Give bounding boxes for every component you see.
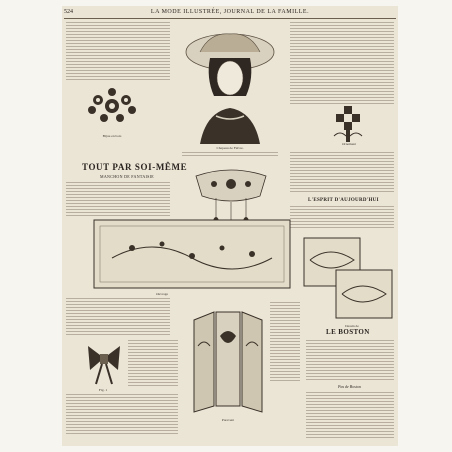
boston-heading: LE BOSTON (326, 328, 370, 336)
embroidery-illustration (92, 218, 292, 290)
cushion-caption: Dessin de (345, 324, 359, 328)
boston-text (306, 340, 394, 380)
section-heading-main: TOUT PAR SOI-MÊME (82, 162, 188, 172)
page-number: 524 (64, 9, 73, 15)
section-subheading-main: MANCHON DE FANTAISIE (100, 174, 155, 179)
jewel-illustration (82, 84, 142, 132)
ornament-illustration (330, 106, 366, 142)
portrait-illustration (180, 26, 280, 144)
embroidery-caption: Ouvrage (155, 292, 169, 296)
page-title: LA MODE ILLUSTRÉE, JOURNAL DE LA FAMILLE. (150, 9, 310, 15)
boston-subheading: Pas de Boston (338, 384, 361, 389)
body-text-left-top (66, 22, 170, 82)
page-header (62, 8, 398, 18)
body-text-beside-bow (128, 340, 178, 388)
cushion-illustration (300, 234, 396, 324)
screen-caption: Paravent (221, 418, 235, 422)
header-rule (64, 18, 396, 19)
portrait-caption-text (182, 152, 278, 158)
ornament-caption: Ornement (342, 142, 356, 146)
jewel-caption: Bijou en bois (102, 134, 122, 138)
bow-caption: Fig. 1 (98, 388, 108, 392)
portrait-caption: Chapeau de Fièvre. (216, 146, 244, 150)
body-text-right-mid (290, 152, 394, 194)
screen-illustration (190, 306, 266, 416)
esprit-text (290, 206, 394, 230)
magazine-page (62, 6, 398, 446)
body-text-right-top (290, 22, 394, 104)
bow-illustration (84, 340, 124, 386)
boston-text-lower (306, 392, 394, 440)
esprit-heading: L'ESPRIT D'AUJOURD'HUI (308, 198, 379, 203)
body-text-center-narrow (270, 302, 300, 382)
body-text-left-mid (66, 182, 170, 216)
body-text-left-bottom (66, 394, 178, 436)
body-text-left-lower (66, 298, 170, 336)
